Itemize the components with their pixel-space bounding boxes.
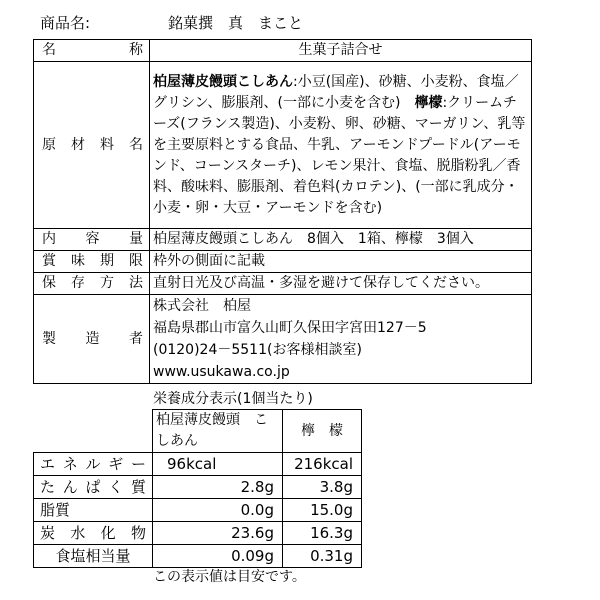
nutrition-value: 216kcal: [283, 453, 362, 476]
manufacturer-website: www.usukawa.co.jp: [153, 364, 290, 380]
table-row: [34, 295, 532, 384]
nutrition-value: 0.0g: [153, 499, 283, 522]
product-name: 銘菓撰 真 まこと: [168, 14, 304, 32]
expiry-label: 賞味期限: [34, 251, 150, 273]
ingredients-label: 原材料名: [34, 62, 150, 229]
table-row: [34, 476, 362, 499]
table-row: [34, 251, 532, 273]
ingredients-text: :クリームチーズ(フランス製造)、小麦粉、卵、砂糖、マーガリン、乳等を主要原料とする食品、牛乳、アーモンドプードル(アーモンド、コーンスターチ)、レモン果汁、食塩、脱脂粉乳／香料、酸味料、膨脹剤、着色料(カロテン)、(一部に乳成分・小麦・卵・大豆・アーモンドを含む): [153, 94, 526, 216]
manufacturer-phone: (0120)24－5511(お客様相談室): [153, 342, 362, 358]
nutrition-column-header: 檸 檬: [283, 410, 362, 453]
manufacturer-value: [150, 295, 532, 384]
table-row: [34, 499, 362, 522]
nutrition-value: 23.6g: [153, 522, 283, 545]
nutrition-table: [33, 409, 362, 568]
nutrition-value: 0.09g: [153, 545, 283, 568]
contents-label: 内容量: [34, 229, 150, 251]
nutrition-row-label: 食塩相当量: [34, 545, 153, 568]
ingredients-item-name: 檸檬: [414, 94, 443, 111]
nutrition-row-label: たんぱく質: [34, 476, 153, 499]
nutrition-value: 15.0g: [283, 499, 362, 522]
ingredients-item-name: 柏屋薄皮饅頭こしあん: [153, 73, 293, 90]
expiry-value: 枠外の側面に記載: [150, 251, 532, 273]
nutrition-value: 2.8g: [153, 476, 283, 499]
ingredients-value: [150, 62, 532, 229]
nutrition-header-row: [34, 410, 362, 453]
table-row: [34, 453, 362, 476]
contents-value: 柏屋薄皮饅頭こしあん 8個入 1箱、檸檬 3個入: [150, 229, 532, 251]
nutrition-header-spacer: [34, 410, 153, 453]
storage-label: 保存方法: [34, 273, 150, 295]
nutrition-title: 栄養成分表示(1個当たり): [153, 391, 313, 407]
table-row: [34, 522, 362, 545]
nutrition-value: 0.31g: [283, 545, 362, 568]
name-value: 生菓子詰合せ: [150, 40, 532, 62]
product-info-table: [33, 39, 532, 384]
nutrition-footnote: この表示値は目安です。: [153, 569, 306, 585]
nutrition-value: 3.8g: [283, 476, 362, 499]
manufacturer-address: 福島県郡山市富久山町久保田字宮田127－5: [153, 320, 427, 336]
manufacturer-company: 株式会社 柏屋: [153, 298, 251, 314]
table-row: [34, 40, 532, 62]
ingredients-text: :小豆(国産)、砂糖、小麦粉、食塩／グリシン、膨脹剤、(一部に小麦を含む): [153, 73, 519, 111]
product-name-label: 商品名:: [40, 14, 91, 32]
manufacturer-label: 製造者: [34, 295, 150, 384]
table-row: [34, 273, 532, 295]
table-row: [34, 545, 362, 568]
nutrition-row-label: 炭水化物: [34, 522, 153, 545]
table-row: [34, 62, 532, 229]
nutrition-row-label: エネルギー: [34, 453, 153, 476]
nutrition-column-header: 柏屋薄皮饅頭 こしあん: [153, 410, 283, 453]
product-name-line: [40, 12, 304, 33]
nutrition-value: 16.3g: [283, 522, 362, 545]
storage-value: 直射日光及び高温・多湿を避けて保存してください。: [150, 273, 532, 295]
name-label: 名 称: [34, 40, 150, 62]
nutrition-row-label: 脂質: [34, 499, 153, 522]
nutrition-value: 96kcal: [153, 453, 283, 476]
table-row: [34, 229, 532, 251]
